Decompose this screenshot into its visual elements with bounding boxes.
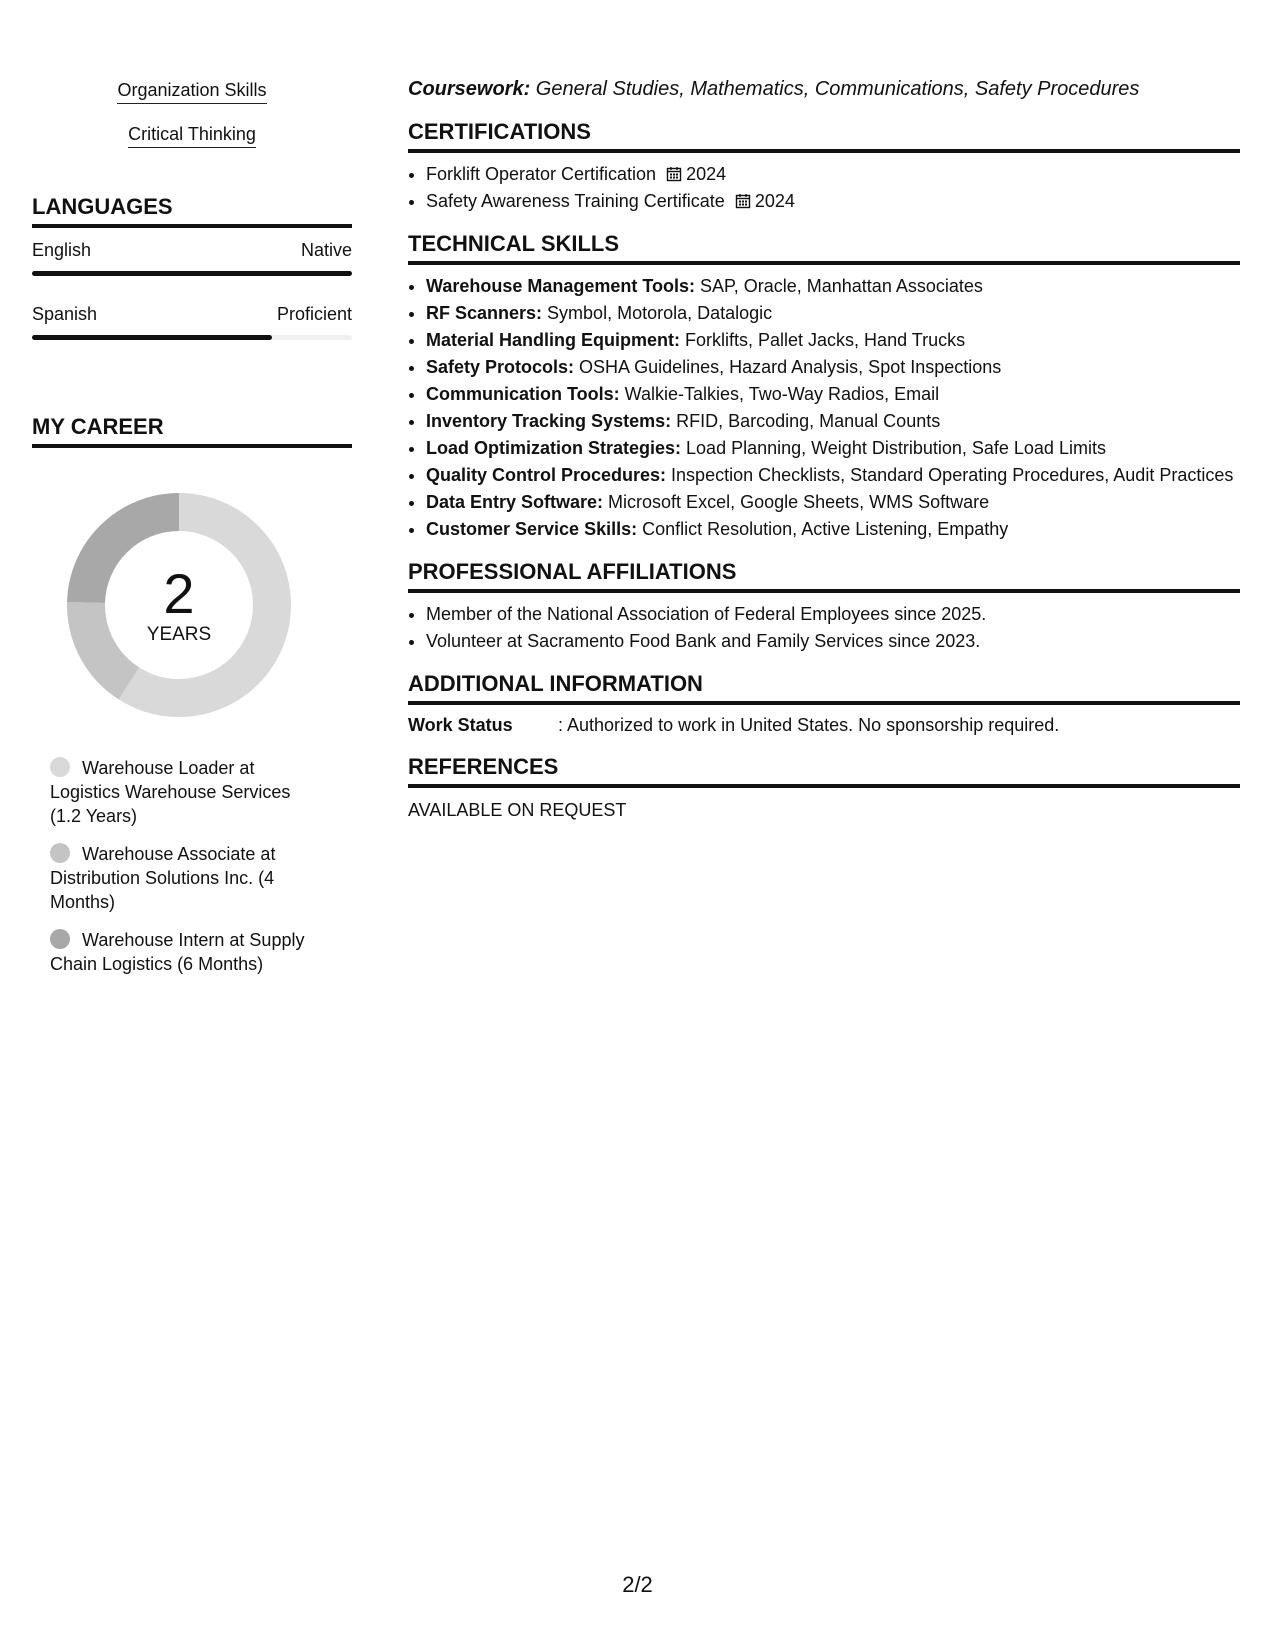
list-item: • Inventory Tracking Systems: RFID, Barcoding, Manual Counts [426,408,1240,435]
list-item: • Forklift Operator Certification 2024 [426,161,1240,188]
language-level: Native [300,240,352,260]
affiliations-list [408,601,1240,655]
list-item: • Safety Protocols: OSHA Guidelines, Hazard Analysis, Spot Inspections [426,354,1240,381]
language-level: Proficient [276,304,352,324]
languages-heading: LANGUAGES [32,194,352,228]
legend-dot [50,757,70,777]
language-level-fill [32,335,272,340]
list-item: • Member of the National Association of Federal Employees since 2025. [426,601,1240,628]
work-status-row [408,715,1240,736]
page-number: 2/2 [622,1572,653,1597]
skill-tag: Critical Thinking [32,124,352,148]
references-text: AVAILABLE ON REQUEST [408,800,627,820]
additional-info-heading: ADDITIONAL INFORMATION [408,671,1240,705]
main-content [408,78,1240,821]
career-years-unit: YEARS [146,624,212,645]
career-years-value: 2 [163,562,195,625]
career-legend-item: Warehouse Associate at Distribution Solutions Inc. (4 Months) [50,844,276,912]
work-status-label: Work Status [408,715,513,735]
language-level-bar [32,335,352,340]
language-entry [32,304,352,340]
list-item: • Safety Awareness Training Certificate 2024 [426,188,1240,215]
career-legend-item: Warehouse Loader at Logistics Warehouse Services (1.2 Years) [50,758,291,826]
career-heading: MY CAREER [32,414,352,448]
career-donut-chart [64,490,294,720]
work-status-value: : Authorized to work in United States. No sponsorship required. [558,715,1060,735]
list-item: • Data Entry Software: Microsoft Excel, Google Sheets, WMS Software [426,489,1240,516]
legend-dot [50,843,70,863]
career-legend-item: Warehouse Intern at Supply Chain Logistics (6 Months) [50,930,305,974]
list-item: • Load Optimization Strategies: Load Planning, Weight Distribution, Safe Load Limits [426,435,1240,462]
certifications-list [408,161,1240,215]
legend-dot [50,929,70,949]
skill-tag: Organization Skills [32,80,352,104]
list-item: • RF Scanners: Symbol, Motorola, Datalogic [426,300,1240,327]
list-item: • Material Handling Equipment: Forklifts, Pallet Jacks, Hand Trucks [426,327,1240,354]
career-legend [50,756,320,976]
certifications-heading: CERTIFICATIONS [408,119,1240,153]
calendar-icon [666,166,682,182]
language-level-bar [32,271,352,276]
calendar-icon [735,193,751,209]
list-item: • Communication Tools: Walkie-Talkies, Two-Way Radios, Email [426,381,1240,408]
technical-skills-heading: TECHNICAL SKILLS [408,231,1240,265]
list-item: • Volunteer at Sacramento Food Bank and Family Services since 2023. [426,628,1240,655]
language-level-fill [32,271,352,276]
list-item: • Warehouse Management Tools: SAP, Oracle, Manhattan Associates [426,273,1240,300]
list-item: • Quality Control Procedures: Inspection Checklists, Standard Operating Procedures, Audit Practices [426,462,1240,489]
coursework: Coursework: General Studies, Mathematics, Communications, Safety Procedures [408,78,1140,100]
language-name: Spanish [32,304,98,324]
list-item: • Customer Service Skills: Conflict Resolution, Active Listening, Empathy [426,516,1240,543]
references-heading: REFERENCES [408,754,1240,788]
sidebar [32,80,352,990]
language-name: English [32,240,92,260]
affiliations-heading: PROFESSIONAL AFFILIATIONS [408,559,1240,593]
technical-skills-list [408,273,1240,543]
language-entry [32,240,352,276]
